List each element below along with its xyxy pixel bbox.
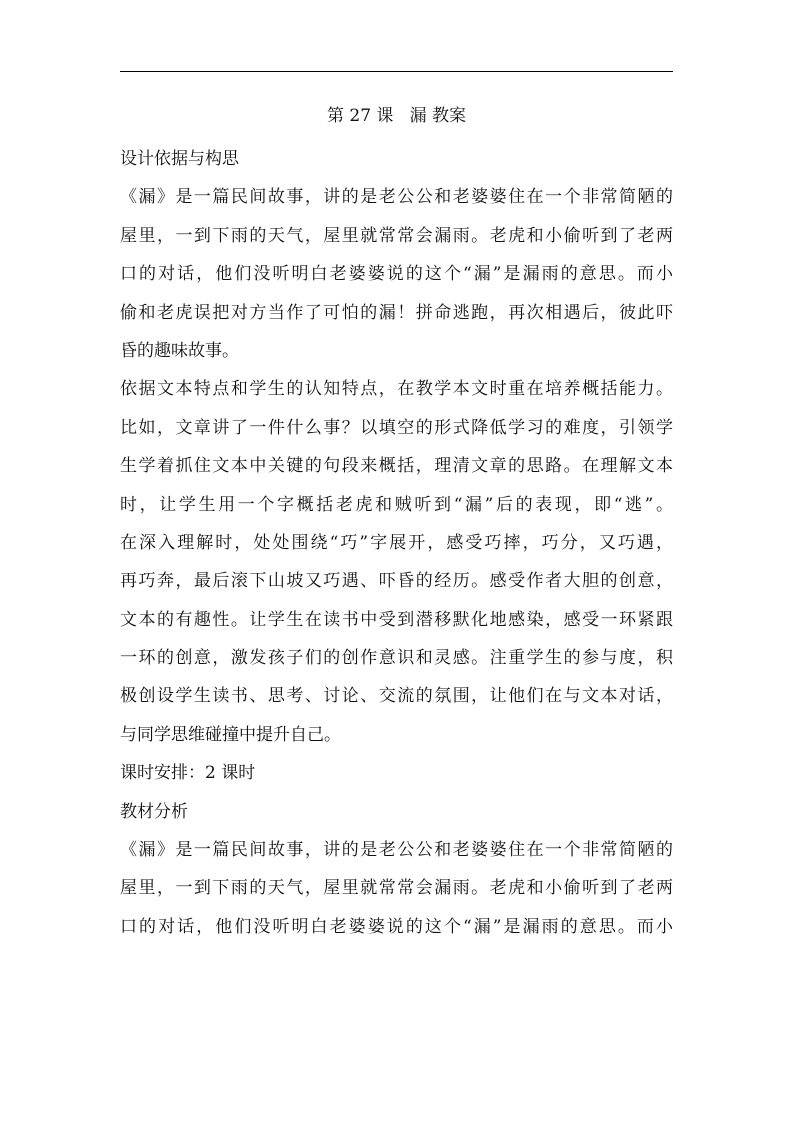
paragraph-line: 在深入理解时，处处围绕“巧”字展开，感受巧摔，巧分，又巧遇， bbox=[120, 532, 673, 553]
section-heading-design: 设计依据与构思 bbox=[120, 149, 239, 169]
paragraph-line: 屋里，一到下雨的天气，屋里就常常会漏雨。老虎和小偷听到了老两 bbox=[120, 878, 673, 899]
page-title: 第 27 课 漏 教案 bbox=[326, 106, 467, 126]
paragraph-line: 时，让学生用一个字概括老虎和贼听到“漏”后的表现，即“逃”。 bbox=[120, 494, 673, 515]
paragraph-line: 与同学思维碰撞中提升自己。 bbox=[120, 724, 341, 745]
paragraph-line: 屋里，一到下雨的天气，屋里就常常会漏雨。老虎和小偷听到了老两 bbox=[120, 225, 673, 246]
paragraph-line: 极创设学生读书、思考、讨论、交流的氛围，让他们在与文本对话， bbox=[120, 686, 673, 707]
paragraph-intro bbox=[120, 178, 673, 370]
header-rule bbox=[120, 71, 673, 72]
paragraph-line: 《漏》是一篇民间故事，讲的是老公公和老婆婆住在一个非常简陋的 bbox=[120, 187, 673, 208]
paragraph-line: 再巧奔，最后滚下山坡又巧遇、吓昏的经历。感受作者大胆的创意， bbox=[120, 571, 673, 592]
paragraph-analysis bbox=[120, 831, 673, 946]
document-body bbox=[120, 140, 673, 946]
paragraph-line: 依据文本特点和学生的认知特点，在教学本文时重在培养概括能力。 bbox=[120, 379, 673, 400]
paragraph-line: 口的对话，他们没听明白老婆婆说的这个“漏”是漏雨的意思。而小 bbox=[120, 264, 673, 285]
paragraph-line: 一环的创意，激发孩子们的创作意识和灵感。注重学生的参与度，积 bbox=[120, 648, 673, 669]
paragraph-line: 比如，文章讲了一件什么事？以填空的形式降低学习的难度，引领学 bbox=[120, 417, 673, 438]
paragraph-line: 生学着抓住文本中关键的句段来概括，理清文章的思路。在理解文本 bbox=[120, 456, 673, 477]
section-heading-analysis: 教材分析 bbox=[120, 801, 188, 822]
paragraph-line: 偷和老虎误把对方当作了可怕的漏！拼命逃跑，再次相遇后，彼此吓 bbox=[120, 302, 673, 323]
paragraph-line: 昏的趣味故事。 bbox=[120, 340, 239, 361]
paragraph-teaching-basis bbox=[120, 370, 673, 754]
section-heading-schedule: 课时安排：2 课时 bbox=[120, 763, 256, 784]
paragraph-line: 口的对话，他们没听明白老婆婆说的这个“漏”是漏雨的意思。而小 bbox=[120, 916, 673, 937]
paragraph-line: 《漏》是一篇民间故事，讲的是老公公和老婆婆住在一个非常简陋的 bbox=[120, 840, 673, 861]
paragraph-line: 文本的有趣性。让学生在读书中受到潜移默化地感染，感受一环紧跟 bbox=[120, 609, 673, 630]
